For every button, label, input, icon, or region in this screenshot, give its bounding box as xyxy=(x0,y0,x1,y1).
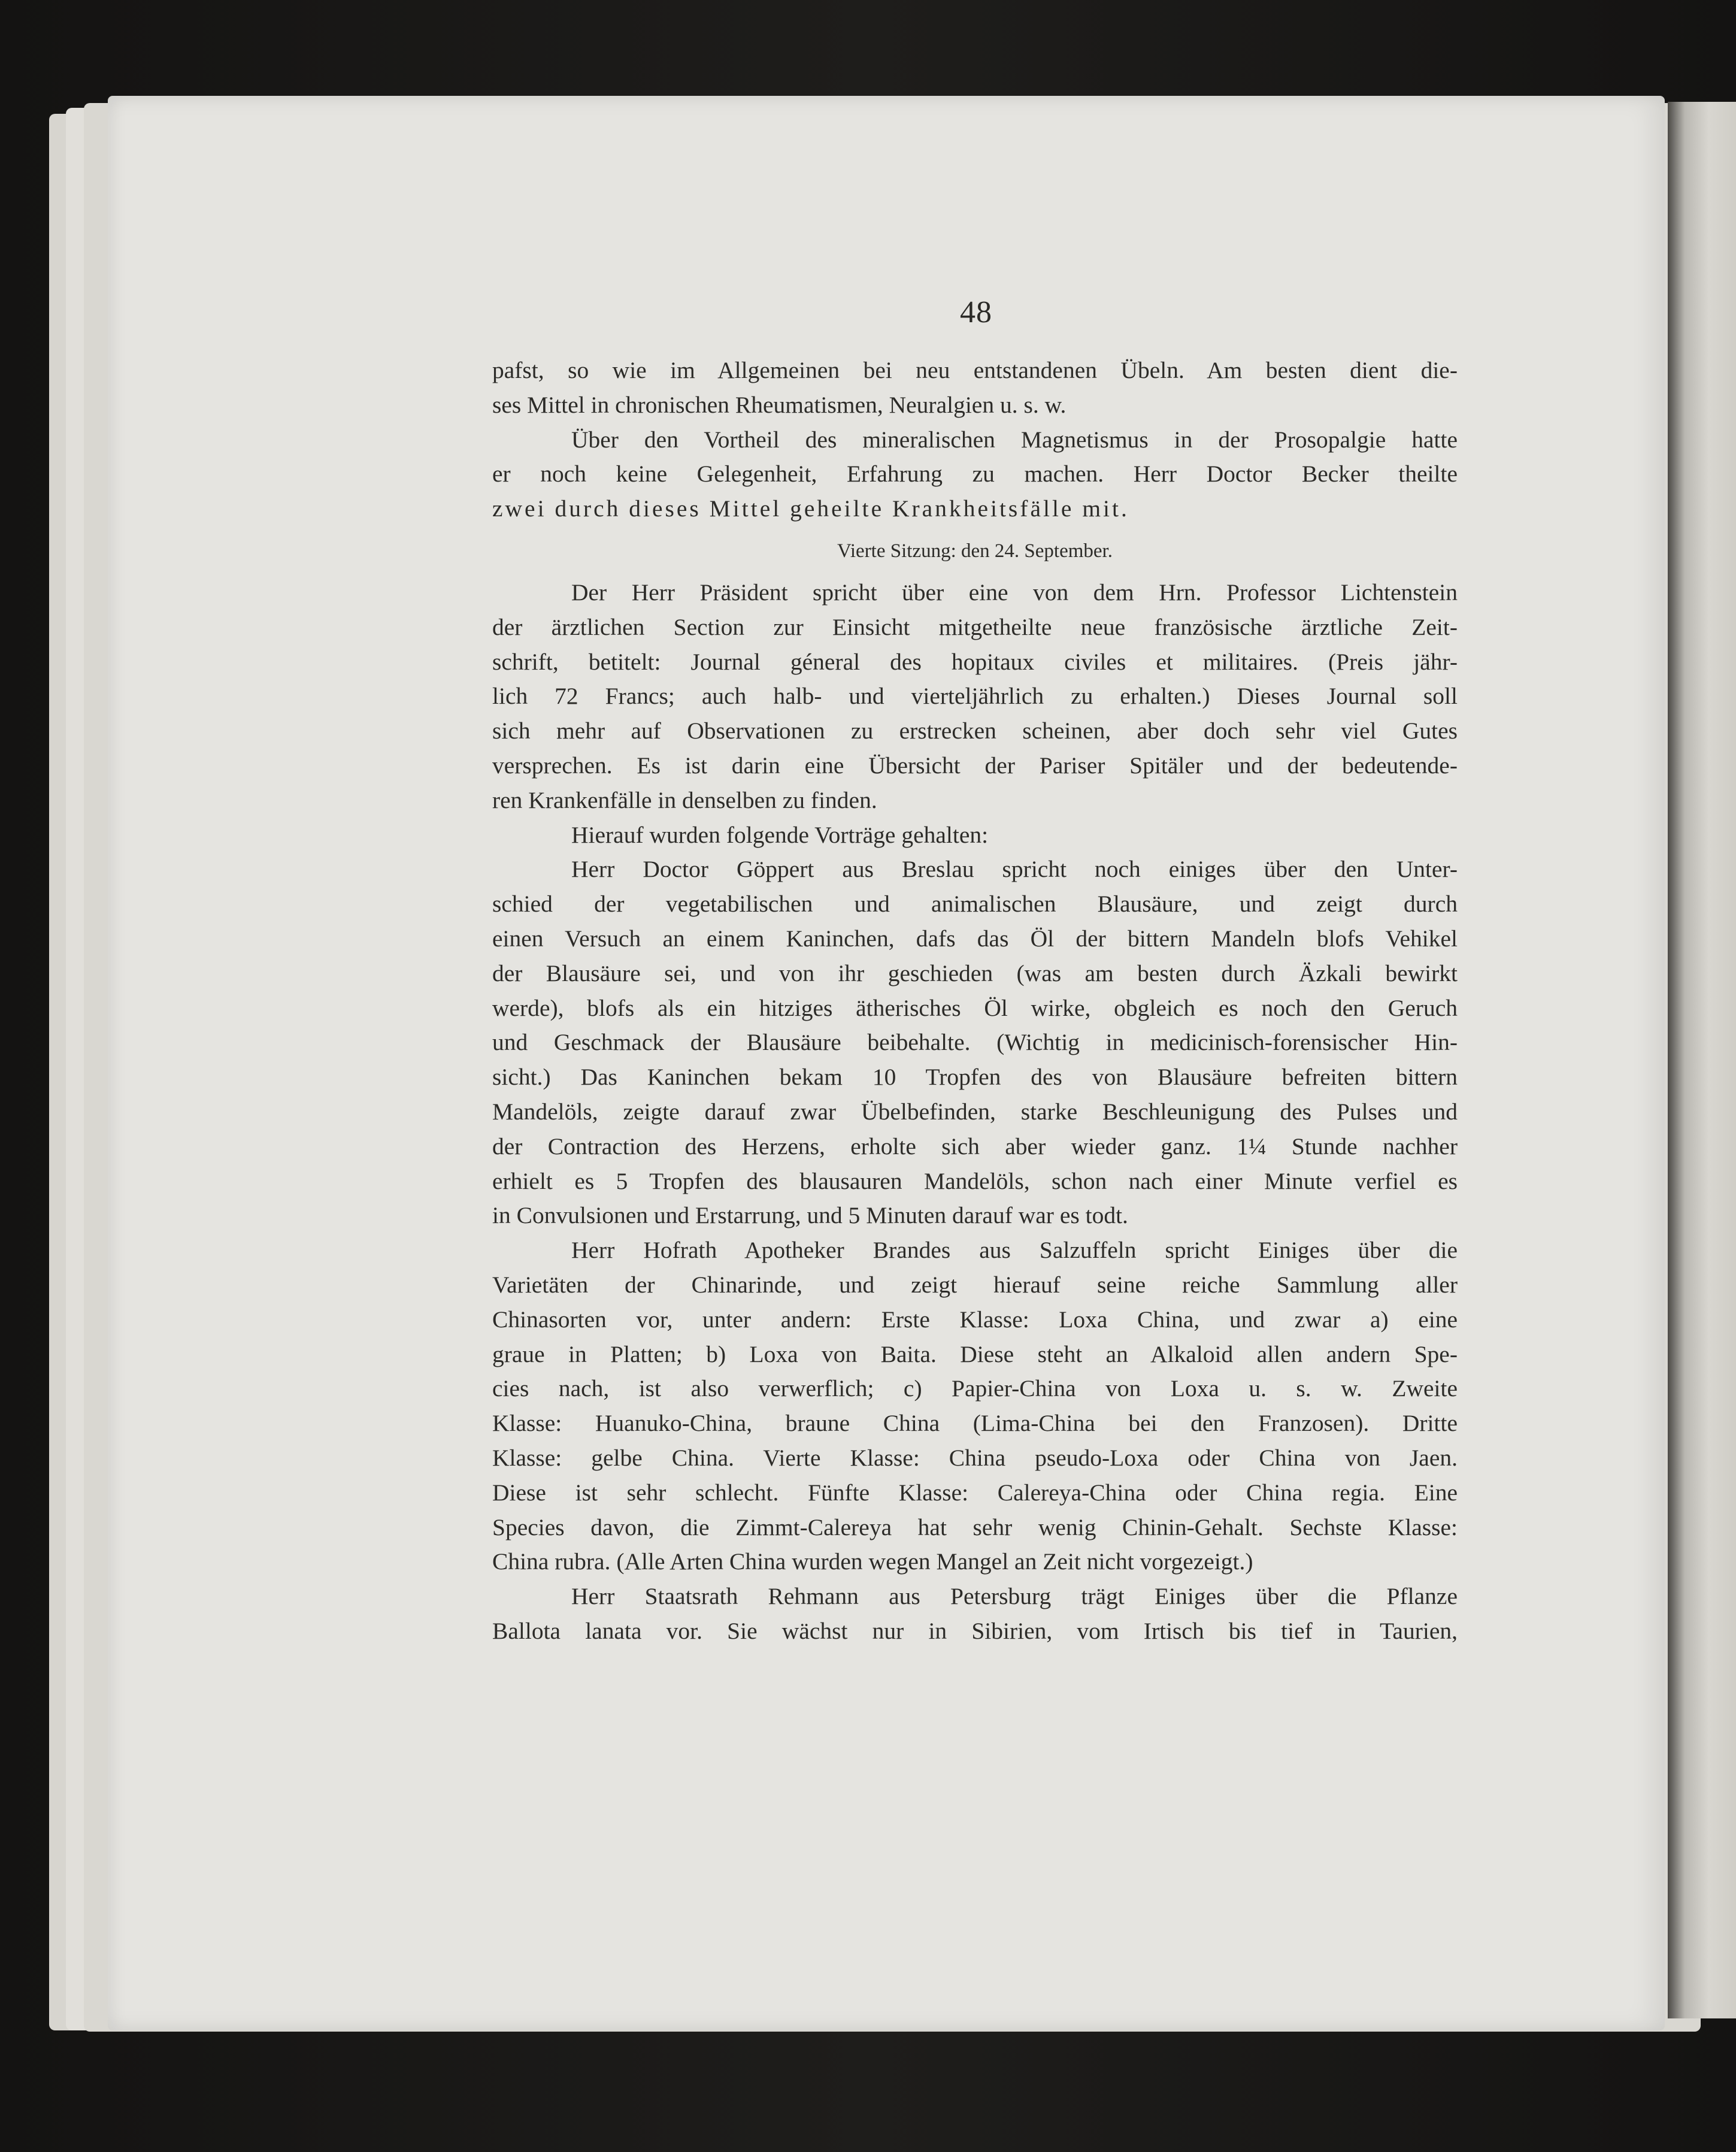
page-number: 48 xyxy=(960,295,992,329)
text-line: Klasse: Huanuko-China, braune China (Lima-China bei den Franzosen). Dritte xyxy=(492,1410,1458,1437)
text-line: er noch keine Gelegenheit, Erfahrung zu machen. Herr Doctor Becker theilte xyxy=(492,461,1458,488)
text-line: cies nach, ist also verwerflich; c) Papier-China von Loxa u. s. w. Zweite xyxy=(492,1375,1458,1402)
text-line: der Blausäure sei, und von ihr geschieden (was am besten durch Äzkali bewirkt xyxy=(492,960,1458,986)
session-heading: Vierte Sitzung: den 24. September. xyxy=(837,540,1113,562)
text-line: sicht.) Das Kaninchen bekam 10 Tropfen des von Blausäure befreiten bittern xyxy=(492,1064,1458,1091)
text-line: versprechen. Es ist darin eine Übersicht der Pariser Spitäler und der bedeutende- xyxy=(492,752,1458,779)
facing-page-edge xyxy=(1668,102,1736,2018)
text-line: Hierauf wurden folgende Vorträge gehalten: xyxy=(571,821,989,848)
text-line: Herr Hofrath Apotheker Brandes aus Salzuffeln spricht Einiges über die xyxy=(571,1237,1458,1264)
page-body xyxy=(492,353,1458,1649)
text-line: sich mehr auf Observationen zu erstrecken scheinen, aber doch sehr viel Gutes xyxy=(492,718,1458,744)
text-line: Varietäten der Chinarinde, und zeigt hierauf seine reiche Sammlung aller xyxy=(492,1271,1458,1298)
text-line: Der Herr Präsident spricht über eine von dem Hrn. Professor Lichtenstein xyxy=(571,579,1458,606)
text-line: Über den Vortheil des mineralischen Magnetismus in der Prosopalgie hatte xyxy=(571,426,1458,453)
text-line: einen Versuch an einem Kaninchen, dafs das Öl der bittern Mandeln blofs Vehikel xyxy=(492,925,1458,952)
text-line: werde), blofs als ein hitziges ätherisches Öl wirke, obgleich es noch den Geruch xyxy=(492,994,1458,1021)
text-line: Chinasorten vor, unter andern: Erste Klasse: Loxa China, und zwar a) eine xyxy=(492,1306,1458,1333)
text-line: erhielt es 5 Tropfen des blausauren Mandelöls, schon nach einer Minute verfiel es xyxy=(492,1167,1458,1194)
text-line: Ballota lanata vor. Sie wächst nur in Sibirien, vom Irtisch bis tief in Taurien, xyxy=(492,1617,1458,1644)
text-line: China rubra. (Alle Arten China wurden wegen Mangel an Zeit nicht vorgezeigt.) xyxy=(492,1548,1253,1575)
text-line: Klasse: gelbe China. Vierte Klasse: China pseudo-Loxa oder China von Jaen. xyxy=(492,1444,1458,1471)
text-line: graue in Platten; b) Loxa von Baita. Diese steht an Alkaloid allen andern Spe- xyxy=(492,1340,1458,1367)
text-line: Herr Doctor Göppert aus Breslau spricht noch einiges über den Unter- xyxy=(571,856,1458,883)
text-line: in Convulsionen und Erstarrung, und 5 Minuten darauf war es todt. xyxy=(492,1202,1128,1229)
text-line: Species davon, die Zimmt-Calereya hat sehr wenig Chinin-Gehalt. Sechste Klasse: xyxy=(492,1514,1458,1540)
text-line: ses Mittel in chronischen Rheumatismen, Neuralgien u. s. w. xyxy=(492,391,1067,418)
text-line: pafst, so wie im Allgemeinen bei neu entstandenen Übeln. Am besten dient die- xyxy=(492,357,1458,383)
text-line: lich 72 Francs; auch halb- und vierteljährlich zu erhalten.) Dieses Journal soll xyxy=(492,683,1458,710)
text-line: und Geschmack der Blausäure beibehalte. (Wichtig in medicinisch-forensischer Hin- xyxy=(492,1029,1458,1056)
text-line: der Contraction des Herzens, erholte sich aber wieder ganz. 1¼ Stunde nachher xyxy=(492,1133,1458,1160)
text-line: zwei durch dieses Mittel geheilte Krankheitsfälle mit. xyxy=(492,495,1129,522)
text-line: Mandelöls, zeigte darauf zwar Übelbefinden, starke Beschleunigung des Pulses und xyxy=(492,1098,1458,1125)
text-line: ren Krankenfälle in denselben zu finden. xyxy=(492,786,877,813)
text-line: schrift, betitelt: Journal géneral des hopitaux civiles et militaires. (Preis jähr- xyxy=(492,648,1458,675)
text-line: Diese ist sehr schlecht. Fünfte Klasse: Calereya-China oder China regia. Eine xyxy=(492,1479,1458,1506)
text-line: Herr Staatsrath Rehmann aus Petersburg trägt Einiges über die Pflanze xyxy=(571,1583,1458,1610)
text-line: der ärztlichen Section zur Einsicht mitgetheilte neue französische ärztliche Zeit- xyxy=(492,613,1458,640)
text-line: schied der vegetabilischen und animalischen Blausäure, und zeigt durch xyxy=(492,891,1458,918)
